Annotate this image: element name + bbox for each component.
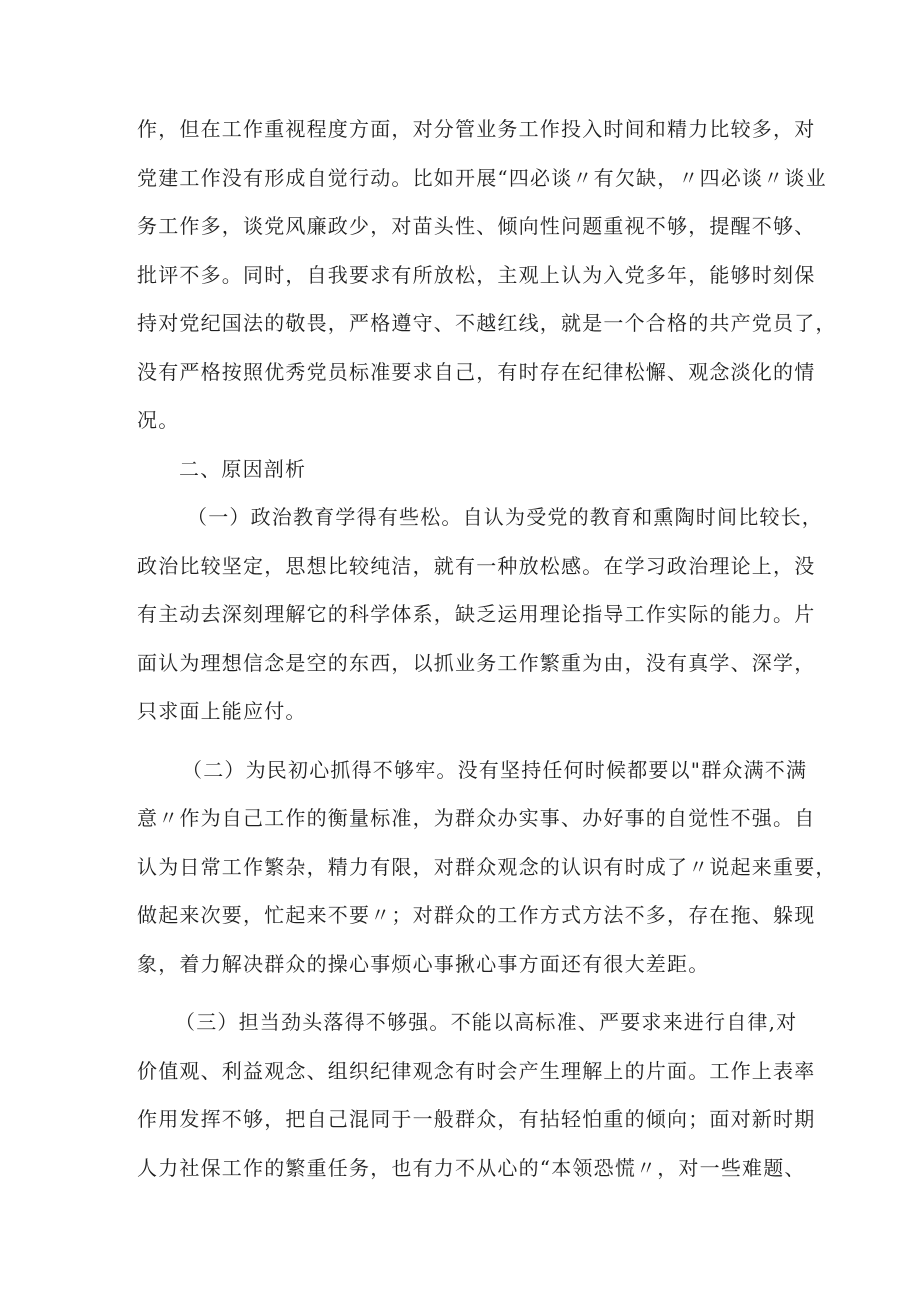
text-line: 只求面上能应付。: [137, 699, 307, 723]
text-line: 没有严格按照优秀党员标准要求自己，有时存在纪律松懈、观念淡化的情: [137, 359, 816, 384]
text-line: 政治比较坚定，思想比较纯洁，就有一种放松感。在学习政治理论上，没: [137, 553, 816, 578]
text-line: 党建工作没有形成自觉行动。比如开展“四必谈〃有欠缺，〃四必谈〃谈业: [137, 165, 827, 190]
text-line: 认为日常工作繁杂，精力有限，对群众观念的认识有时成了〃说起来重要，: [137, 854, 837, 879]
paragraph-original-aspiration: [137, 746, 837, 989]
text-line: 价值观、利益观念、组织纪律观念有时会产生理解上的片面。工作上表率: [137, 1058, 816, 1083]
text-line: （一）政治教育学得有些松。自认为受党的教育和熏陶时间比较长，: [187, 505, 823, 529]
paragraph-continued: [137, 105, 837, 445]
text-line: 持对党纪国法的敬畏，严格遵守、不越红线，就是一个合格的共产党员了，: [137, 311, 837, 335]
text-line: 务工作多，谈党风廉政少，对苗头性、倾向性问题重视不够，提醒不够、: [137, 214, 816, 238]
section-heading: [137, 445, 797, 494]
section-heading-text: 二、原因剖析: [179, 456, 307, 481]
text-line: 做起来次要，忙起来不要〃；对群众的工作方式方法不多，存在拖、躲现: [137, 903, 816, 927]
text-line: （三）担当劲头落得不够强。不能以高标准、严要求来进行自律,对: [175, 1010, 798, 1034]
text-line: （二）为民初心抓得不够牢。没有坚持任何时候都要以"群众满不满: [182, 757, 808, 782]
text-line: 况。: [137, 408, 180, 432]
text-line: 作用发挥不够，把自己混同于一般群众，有拈轻怕重的倾向；面对新时期: [137, 1107, 816, 1131]
document-body: [137, 105, 837, 1192]
paragraph-political-education: [137, 493, 823, 736]
text-line: 作，但在工作重视程度方面，对分管业务工作投入时间和精力比较多，对: [137, 117, 816, 141]
paragraph-responsibility: [137, 998, 816, 1192]
text-line: 面认为理想信念是空的东西，以抓业务工作繁重为由，没有真学、深学，: [137, 650, 816, 675]
text-line: 有主动去深刻理解它的科学体系，缺乏运用理论指导工作实际的能力。片: [137, 602, 816, 626]
text-line: 意〃作为自己工作的衡量标准，为群众办实事、办好事的自觉性不强。自: [137, 806, 816, 830]
paragraph-gap: [137, 736, 797, 746]
text-line: 批评不多。同时，自我要求有所放松，主观上认为入党多年，能够时刻保: [137, 262, 816, 287]
text-line: 象，着力解决群众的操心事烦心事揪心事方面还有很大差距。: [137, 951, 710, 976]
paragraph-gap: [137, 988, 797, 998]
text-line: 人力社保工作的繁重任务，也有力不从心的“本领恐慌〃，对一些难题、: [137, 1155, 806, 1180]
